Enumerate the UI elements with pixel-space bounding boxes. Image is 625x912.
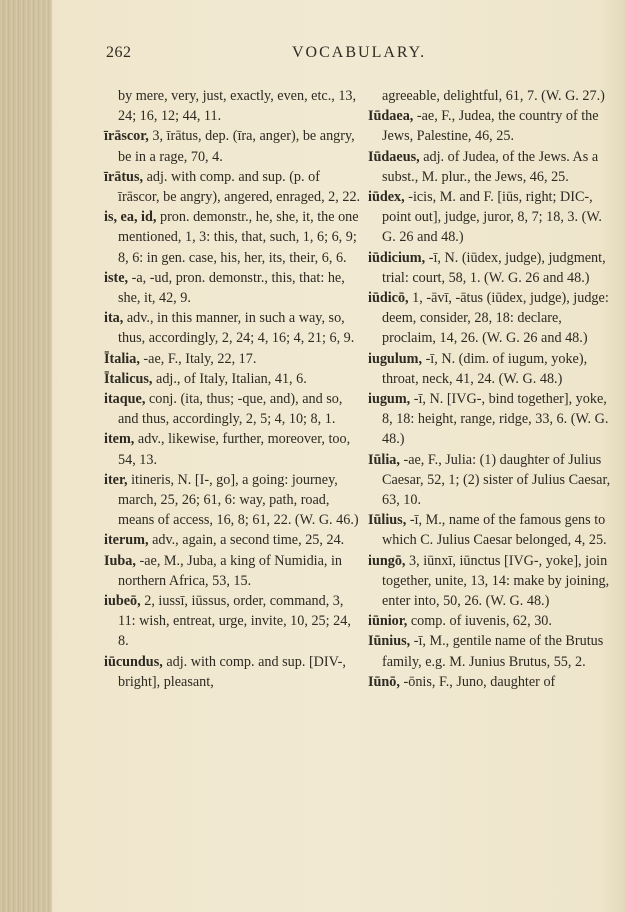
dictionary-entry: iūcundus, adj. with comp. and sup. [DIV-, bright], pleasant, [104,653,346,690]
dictionary-entry: by mere, very, just, exactly, even, etc., 13, 24; 16, 12; 44, 11. [118,88,357,125]
dictionary-entry: iubeō, 2, iussī, iūssus, order, command, 3, 11: wish, entreat, urge, invite, 10, 25; 24, 8. [104,593,351,650]
left-column [104,86,362,692]
dictionary-entry: Iūnō, -ōnis, F., Juno, daughter of [368,673,556,690]
dictionary-entry: iter, itineris, N. [I-, go], a going: journey, march, 25, 26; 61, 6: way, path, road, means of access, 16, 8; 61, 22. (W. G. 46.) [104,471,359,529]
dictionary-entry: iste, -a, -ud, pron. demonstr., this, that: he, she, it, 42, 9. [104,269,345,307]
dictionary-entry: iūdicium, -ī, N. (iūdex, judge), judgment, trial: court, 58, 1. (W. G. 26 and 48.) [368,249,606,286]
dictionary-entry: item, adv., likewise, further, moreover, too, 54, 13. [104,431,351,468]
dictionary-entry: Iūdaea, -ae, F., Judea, the country of the Jews, Palestine, 46, 25. [368,108,599,145]
dictionary-entry: Iūdaeus, adj. of Judea, of the Jews. As a subst., M. plur., the Jews, 46, 25. [368,148,599,185]
page-number: 262 [106,44,132,61]
dictionary-entry: iūnior, comp. of iuvenis, 62, 30. [368,613,552,630]
right-column [368,86,615,692]
page-header [92,44,592,68]
dictionary-entry: itaque, conj. (ita, thus; -que, and), and so, and thus, accordingly, 2, 5; 4, 10; 8, 1. [104,391,343,428]
dictionary-entry: iūdicō, 1, -āvī, -ātus (iūdex, judge), judge: deem, consider, 28, 18: declare, proclaim, 14, 26. (W. G. 26 and 48.) [368,290,609,347]
running-head: VOCABULARY. [292,44,427,61]
dictionary-entry: iugulum, -ī, N. (dim. of iugum, yoke), throat, neck, 41, 24. (W. G. 48.) [368,350,588,387]
dictionary-entry: Iūlia, -ae, F., Julia: (1) daughter of Julius Caesar, 52, 1; (2) sister of Julius Caesar, 63, 10. [368,451,611,509]
dictionary-entry: Iūnius, -ī, M., gentile name of the Brutus family, e.g. M. Junius Brutus, 55, 2. [368,633,604,670]
dictionary-entry: iūdex, -icis, M. and F. [iūs, right; DIC-, point out], judge, juror, 8, 7; 18, 3. (W. G. 26 and 48.) [368,189,602,246]
dictionary-entry: īrāscor, 3, īrātus, dep. (īra, anger), be angry, be in a rage, 70, 4. [104,128,355,165]
page-edge [0,0,52,912]
dictionary-entry: īrātus, adj. with comp. and sup. (p. of īrāscor, be angry), angered, enraged, 2, 22. [104,168,361,206]
dictionary-entry: agreeable, delightful, 61, 7. (W. G. 27.) [382,88,605,104]
dictionary-entry: ita, adv., in this manner, in such a way, so, thus, accordingly, 2, 24; 4, 16; 4, 21; 6, 9. [104,310,355,347]
dictionary-entry: is, ea, id, pron. demonstr., he, she, it, the one mentioned, 1, 3: this, that, such, 1, 6; 6, 9; 8, 6: in gen. case, his, her, its, their, 6, 6. [104,209,359,266]
dictionary-entry: Ītalicus, adj., of Italy, Italian, 41, 6. [104,370,307,387]
dictionary-entry: Ītalia, -ae, F., Italy, 22, 17. [104,350,257,367]
dictionary-entry: iungō, 3, iūnxī, iūnctus [IVG-, yoke], join together, unite, 13, 14: make by joining, enter into, 50, 26. (W. G. 48.) [368,552,610,610]
dictionary-entry: iugum, -ī, N. [IVG-, bind together], yoke, 8, 18: height, range, ridge, 33, 6. (W. G. 48.) [368,391,609,448]
dictionary-entry: Iuba, -ae, M., Juba, a king of Numidia, in northern Africa, 53, 15. [104,552,343,589]
dictionary-entry: Iūlius, -ī, M., name of the famous gens to which C. Julius Caesar belonged, 4, 25. [368,512,607,549]
dictionary-entry: iterum, adv., again, a second time, 25, 24. [104,532,345,549]
